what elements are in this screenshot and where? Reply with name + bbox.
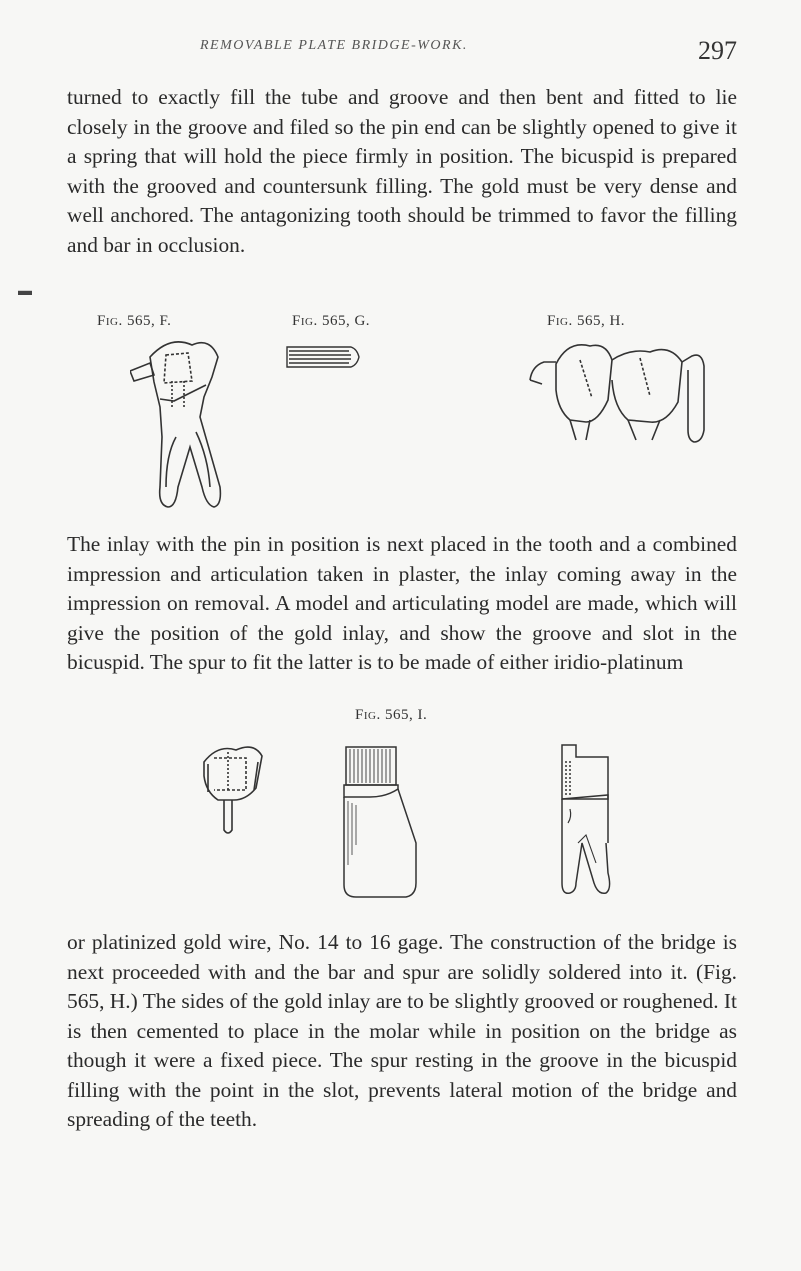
figure-i-tooth-illustration	[548, 743, 628, 903]
figure-i-model-illustration	[336, 745, 426, 905]
paragraph-1: turned to exactly fill the tube and groove and then bent and fitted to lie closely in the groove and filed so the pin end can be slightly opened to give it a spring that will hold the piece firmly in position. The bicuspid is prepared with the grooved and countersunk filling. The gold must be very dense and well anchored. The antagonizing tooth should be trimmed to favor the filling and bar in occlusion.	[67, 85, 737, 257]
figure-i-crown-illustration	[198, 742, 268, 842]
margin-mark: ▬	[18, 284, 32, 299]
figure-g-illustration	[285, 343, 365, 373]
figure-g-caption: Fig. 565, G.	[292, 313, 371, 329]
figure-h-illustration	[520, 340, 720, 450]
figure-h-caption: Fig. 565, H.	[547, 313, 626, 329]
figure-f-illustration	[130, 337, 240, 512]
paragraph-2: The inlay with the pin in position is next placed in the tooth and a combined impression and articulation taken in plaster, the inlay coming away in the impression on removal. A model and articulating model are made, which will give the position of the gold inlay, and show the groove and slot in the bicuspid. The spur to fit the latter is to be made of either iridio-platinum	[67, 532, 737, 674]
page-number: 297	[698, 36, 737, 65]
figure-i-caption: Fig. 565, I.	[355, 707, 428, 723]
page-header	[0, 38, 801, 68]
paragraph-3: or platinized gold wire, No. 14 to 16 gage. The construction of the bridge is next proceeded with and the bar and spur are solidly soldered into it. (Fig. 565, H.) The sides of the gold inlay are to be slightly grooved or roughened. It is then cemented to place in the molar while in position on the bridge as though it were a fixed piece. The spur resting in the groove in the bicuspid filling with the point in the slot, prevents lateral motion of the bridge and spreading of the teeth.	[67, 930, 737, 1131]
running-title: REMOVABLE PLATE BRIDGE-WORK.	[200, 38, 468, 53]
figure-f-caption: Fig. 565, F.	[97, 313, 172, 329]
